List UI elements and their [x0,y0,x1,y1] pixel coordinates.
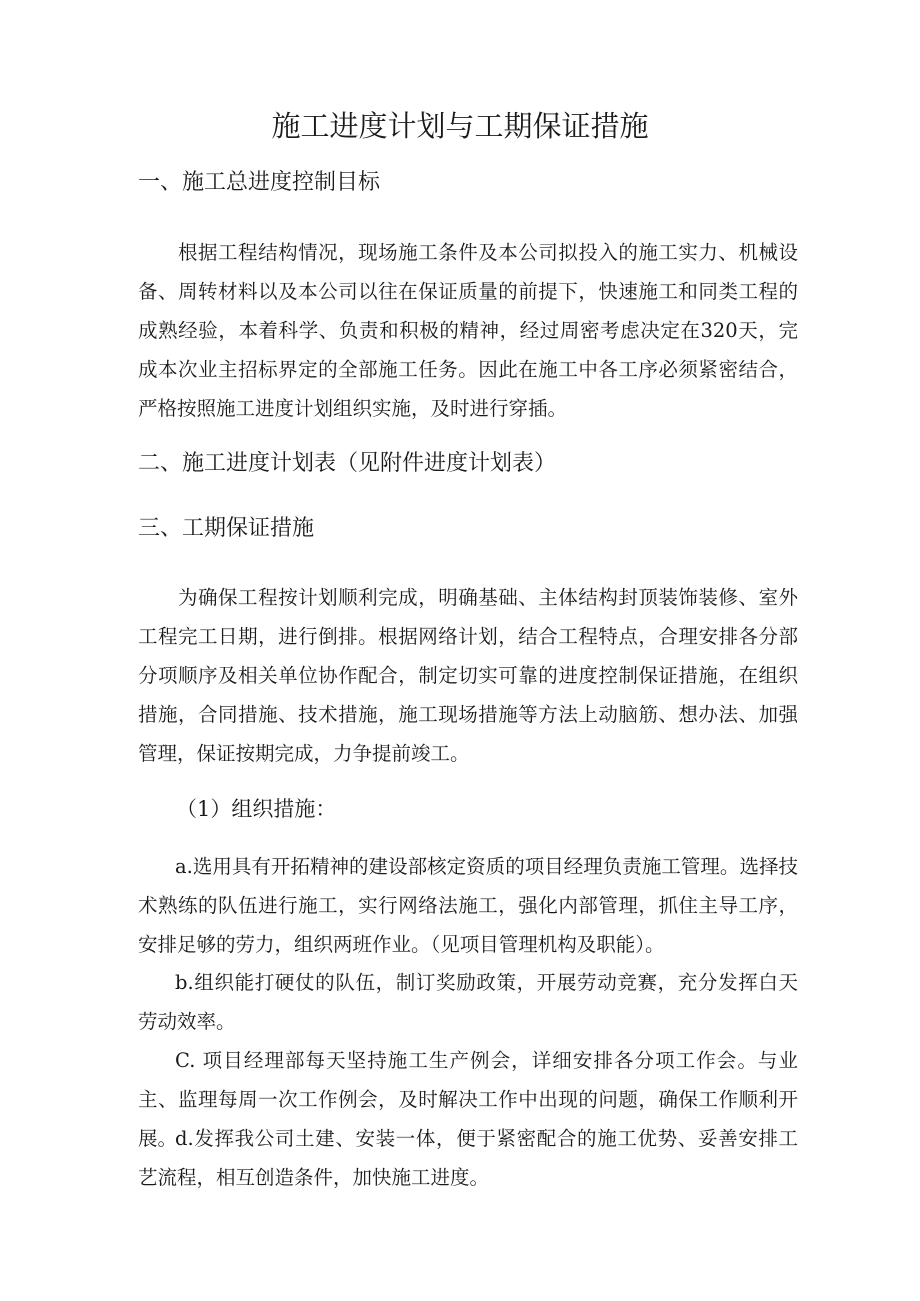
section-1-heading: 一、施工总进度控制目标 [138,170,381,195]
measure-item-b: b.组织能打硬仗的队伍，制订奖励政策，开展劳动竞赛，充分发挥白天劳动效率。 [138,971,798,1033]
document-title: 施工进度计划与工期保证措施 [271,109,649,143]
measure-item-d: d.发挥我公司土建、安装一体，便于紧密配合的施工优势、妥善安排工艺流程，相互创造条件，加快施工进度。 [138,1127,798,1189]
measure-item-a: a.选用具有开拓精神的建设部核定资质的项目经理负责施工管理。选择技术熟练的队伍进行施工，实行网络法施工，强化内部管理，抓住主导工序，安排足够的劳力，组织两班作业。（见项目管理机构及职能）。 [138,855,798,956]
section-2-heading: 二、施工进度计划表（见附件进度计划表） [138,451,557,476]
section-1-paragraph: 根据工程结构情况，现场施工条件及本公司拟投入的施工实力、机械设备、周转材料以及本公司以往在保证质量的前提下，快速施工和同类工程的成熟经验，本着科学、负责和积极的精神，经过周密考虑决定在320天，完成本次业主招标界定的全部施工任务。因此在施工中各工序必须紧密结合，严格按照施工进度计划组织实施，及时进行穿插。 [138,241,798,420]
measure-item-c: C. 项目经理部每天坚持施工生产例会，详细安排各分项工作会。与业主、监理每周一次工作例会，及时解决工作中出现的问题，确保工作顺利开展。 [138,1049,798,1150]
section-3-heading: 三、工期保证措施 [138,516,315,541]
organization-measures-heading: （1）组织措施： [176,797,337,821]
section-3-paragraph: 为确保工程按计划顺利完成，明确基础、主体结构封顶装饰装修、室外工程完工日期，进行倒排。根据网络计划，结合工程特点，合理安排各分部分项顺序及相关单位协作配合，制定切实可靠的进度控制保证措施，在组织措施，合同措施、技术措施，施工现场措施等方法上动脑筋、想办法、加强管理，保证按期完成，力争提前竣工。 [138,586,798,765]
